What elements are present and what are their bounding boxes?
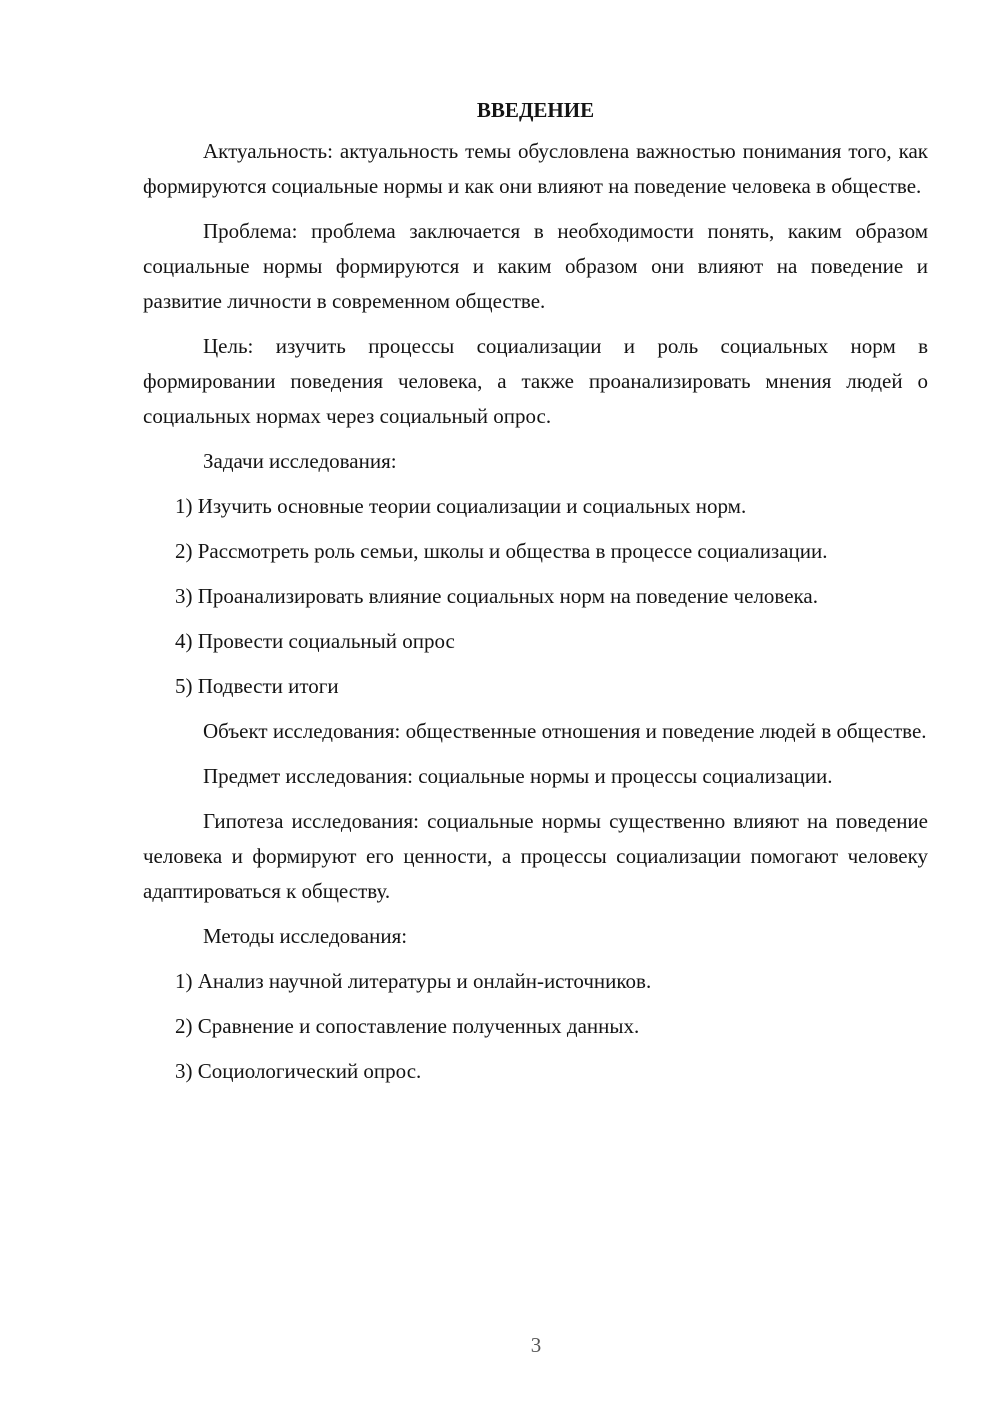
method-item: 1) Анализ научной литературы и онлайн-источников. — [175, 969, 652, 993]
task-item: 5) Подвести итоги — [175, 674, 339, 698]
method-item: 3) Социологический опрос. — [175, 1059, 422, 1083]
object-paragraph: Объект исследования: общественные отношения и поведение людей в обществе. — [203, 719, 927, 743]
problem-paragraph: Проблема: проблема заключается в необходимости понять, каким образом социальные нормы формируются и каким образом они влияют на поведение и развитие личности в современном обществе. — [143, 219, 928, 313]
task-item: 1) Изучить основные теории социализации и социальных норм. — [175, 494, 747, 518]
subject-paragraph: Предмет исследования: социальные нормы и процессы социализации. — [203, 764, 833, 788]
method-item: 2) Сравнение и сопоставление полученных данных. — [175, 1014, 640, 1038]
document-page — [143, 94, 928, 1099]
hypothesis-paragraph: Гипотеза исследования: социальные нормы существенно влияют на поведение человека и формируют его ценности, а процессы социализации помогают человеку адаптироваться к обществу. — [143, 809, 928, 903]
goal-paragraph: Цель: изучить процессы социализации и роль социальных норм в формировании поведения человека, а также проанализировать мнения людей о социальных нормах через социальный опрос. — [143, 334, 928, 428]
tasks-heading: Задачи исследования: — [203, 449, 397, 473]
section-heading: ВВЕДЕНИЕ — [476, 98, 595, 122]
task-item: 4) Провести социальный опрос — [175, 629, 455, 653]
task-item: 2) Рассмотреть роль семьи, школы и общества в процессе социализации. — [175, 539, 828, 563]
relevance-paragraph: Актуальность: актуальность темы обусловлена важностью понимания того, как формируются социальные нормы и как они влияют на поведение человека в обществе. — [143, 139, 928, 198]
page-number: 3 — [530, 1333, 542, 1357]
methods-heading: Методы исследования: — [203, 924, 408, 948]
task-item: 3) Проанализировать влияние социальных норм на поведение человека. — [175, 584, 818, 608]
